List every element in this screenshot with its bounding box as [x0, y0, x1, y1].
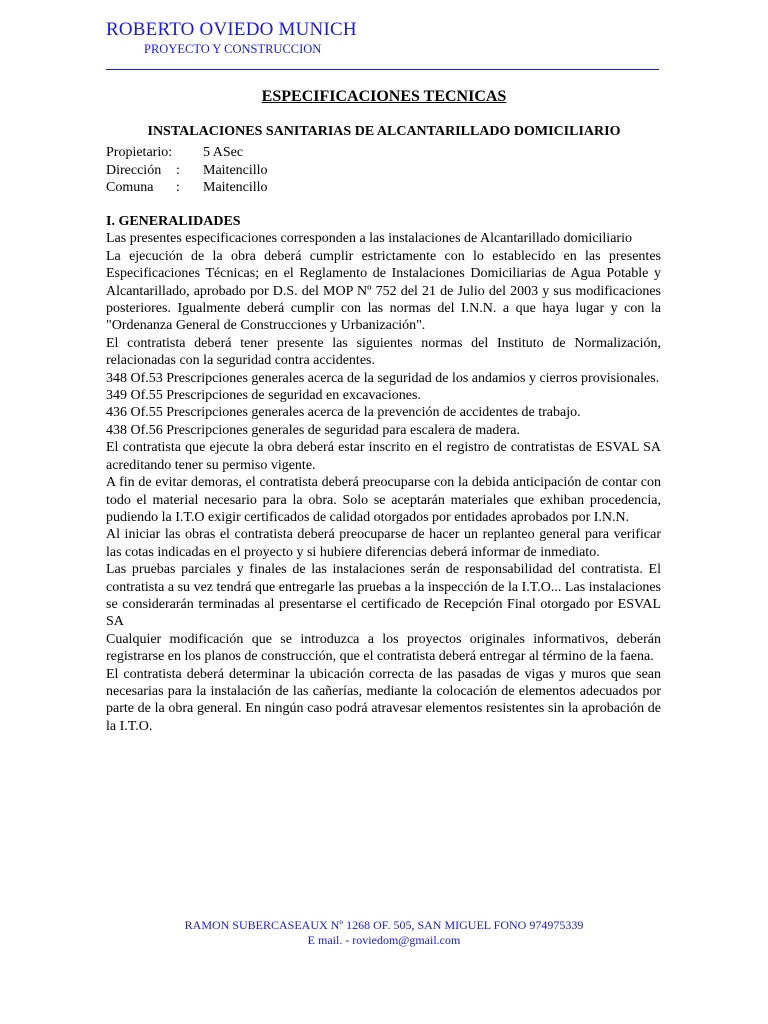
norm-item: 438 Of.56 Prescripciones generales de seguridad para escalera de madera. [106, 422, 520, 438]
paragraph: Cualquier modificación que se introduzca a los proyectos originales informativos, deberán registrarse en los planos de construcción, que el contratista deberá entregar al término de la faena. [106, 631, 661, 665]
norm-item: 348 Of.53 Prescripciones generales acerca de la seguridad de los andamios y cierros provisionales. [106, 370, 660, 386]
company-name: ROBERTO OVIEDO MUNICH [106, 19, 357, 40]
paragraph: Las pruebas parciales y finales de las instalaciones serán de responsabilidad del contratista. El contratista a su vez tendrá que entregarle las pruebas a la inspección de la I.T.O... Las instalaciones se considerarán terminadas al presentarse el certificado de Recepción Final otorgado por ESVAL SA [106, 562, 661, 630]
company-subtitle: PROYECTO Y CONSTRUCCION [144, 42, 322, 56]
document-title: ESPECIFICACIONES TECNICAS [261, 88, 507, 105]
header-divider [106, 69, 659, 70]
info-value: 5 ASec [203, 145, 244, 160]
document-body [106, 213, 661, 735]
paragraph: El contratista que ejecute la obra deberá estar inscrito en el registro de contratistas de ESVAL SA acreditando tener su permiso vigente. [106, 440, 661, 473]
info-separator: : [176, 162, 180, 178]
document-subtitle: INSTALACIONES SANITARIAS DE ALCANTARILLADO DOMICILIARIO [147, 124, 621, 139]
info-separator: : [176, 180, 180, 195]
info-label: Comuna [106, 180, 154, 195]
footer-address: RAMON SUBERCASEAUX Nº 1268 OF. 505, SAN MIGUEL FONO 974975339 [184, 918, 584, 932]
paragraph: A fin de evitar demoras, el contratista deberá preocuparse con la debida anticipación de contar con todo el material necesario para la obra. Solo se aceptarán materiales que exhiban procedencia, pudiendo la I.T.O exigir certificados de calidad otorgados por entidades aprobados por I.N.N. [106, 475, 661, 525]
info-row-direccion [106, 162, 268, 180]
info-label: Dirección [106, 162, 162, 178]
info-label: Propietario: [106, 145, 173, 160]
paragraph: La ejecución de la obra deberá cumplir estrictamente con lo establecido en las presentes Especificaciones Técnicas; en el Reglamento de Instalaciones Domiciliarias de Agua Potable y Alcantarillado, aprobado por D.S. del MOP Nº 752 del 21 de Julio del 2003 y sus modificaciones posteriores. Igualmente deberá cumplir con las normas del I.N.N. a que haya lugar y con la "Ordenanza General de Construcciones y Urbanización". [106, 248, 661, 334]
info-separator [176, 144, 203, 162]
paragraph: El contratista deberá determinar la ubicación correcta de las pasadas de vigas y muros que sean necesarias para la instalación de las cañerías, mediante la colocación de elementos adecuados por parte de la obra general. En ningún caso podrá atravesar elementos resistentes sin la aprobación de la I.T.O. [106, 666, 661, 734]
paragraph: Al iniciar las obras el contratista deberá preocuparse de hacer un replanteo general para verificar las cotas indicadas en el proyecto y si hubiere diferencias deberá informar de inmediato. [106, 527, 661, 560]
footer-email: E mail. - roviedom@gmail.com [307, 933, 461, 947]
page-footer [0, 918, 768, 948]
norm-item: 349 Of.55 Prescripciones de seguridad en excavaciones. [106, 388, 421, 404]
paragraph: El contratista deberá tener presente las siguientes normas del Instituto de Normalización, relacionadas con la seguridad contra accidentes. [106, 335, 661, 369]
norm-item: 436 Of.55 Prescripciones generales acerca de la prevención de accidentes de trabajo. [106, 405, 581, 421]
info-value: Maitencillo [203, 180, 268, 195]
section-heading: I. GENERALIDADES [106, 214, 241, 229]
info-value: Maitencillo [203, 162, 268, 178]
info-row-comuna [106, 179, 268, 197]
project-info [106, 144, 268, 197]
info-row-propietario [106, 144, 268, 162]
paragraph: Las presentes especificaciones corresponden a las instalaciones de Alcantarillado domiciliario [106, 231, 632, 247]
